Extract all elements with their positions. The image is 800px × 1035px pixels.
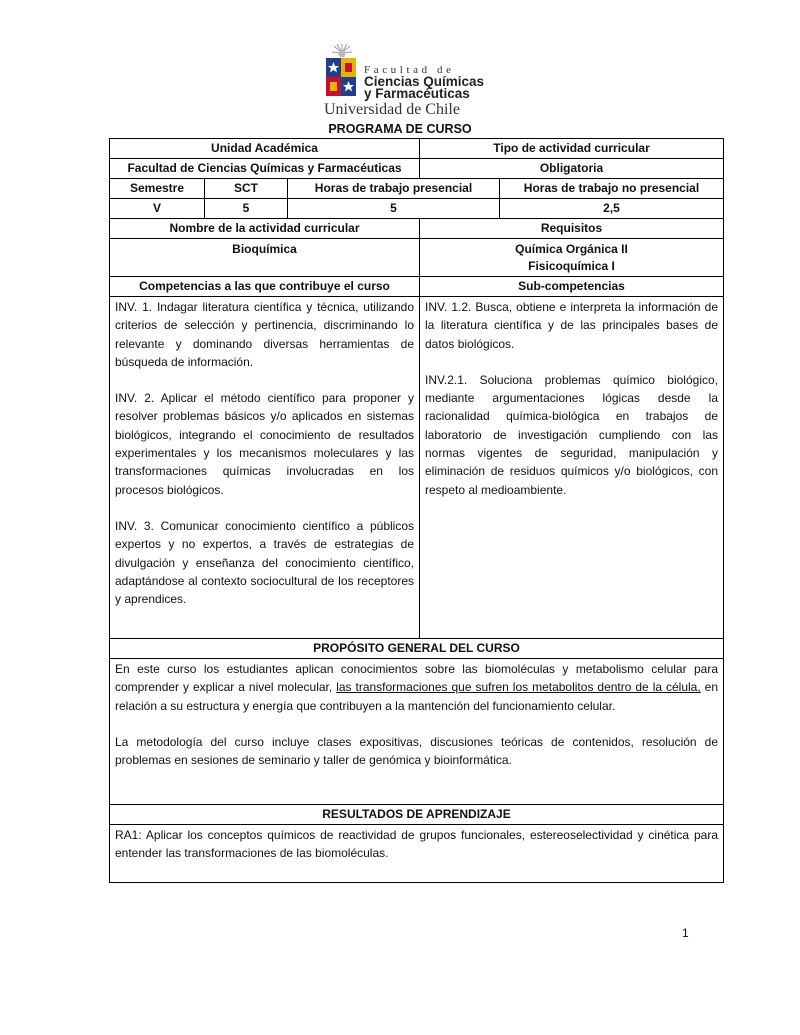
logo-line-ciencias: Ciencias Químicas (364, 74, 485, 89)
requisito-item: Fisicoquímica I (528, 259, 615, 273)
course-program-table (109, 138, 724, 883)
unidad-academica-header: Unidad Académica (110, 139, 420, 159)
proposito-paragraph-2: La metodología del curso incluye clases expositivas, discusiones teóricas de contenidos, resolución de problemas en sesiones de seminario y taller de genómica y bioinformática. (115, 734, 718, 768)
competencia-item: INV. 1. Indagar literatura científica y técnica, utilizando criterios de selección y pertinencia, discriminando lo relevante y dominando diversas herramientas de búsqueda de información. (115, 300, 414, 369)
semestre-value: V (110, 199, 205, 219)
nombre-actividad-value: Bioquímica (110, 239, 420, 277)
competencias-cell (110, 297, 420, 639)
university-shield-icon (326, 58, 356, 96)
logo-faculty-word: Facultad de (364, 64, 455, 76)
proposito-header: PROPÓSITO GENERAL DEL CURSO (110, 639, 724, 659)
resultados-header: RESULTADOS DE APRENDIZAJE (110, 805, 724, 825)
horas-no-presencial-header: Horas de trabajo no presencial (500, 179, 724, 199)
competencia-item: INV. 3. Comunicar conocimiento científico a públicos expertos y no expertos, a través de estrategias de divulgación y enseñanza del conocimiento científico, adaptándose al contexto sociocultural de los receptores y aprendices. (115, 518, 414, 607)
competencias-header: Competencias a las que contribuye el curso (110, 277, 420, 297)
ra1-cell: RA1: Aplicar los conceptos químicos de reactividad de grupos funcionales, estereoselectividad y cinética para entender las transformaciones de las biomoléculas. (110, 825, 724, 883)
proposito-paragraph-1: En este curso los estudiantes aplican conocimientos sobre las biomoléculas y metabolismo celular para comprender y explicar a nivel molecular, las transformaciones que sufren los metabolitos dentro de la célula, en relación a su estructura y energía que contribuyen a la mantención del funcionamiento celular. (115, 662, 718, 713)
sct-header: SCT (205, 179, 288, 199)
horas-no-presencial-value: 2,5 (500, 199, 724, 219)
tipo-actividad-value: Obligatoria (420, 159, 724, 179)
subcompetencias-cell (420, 297, 724, 639)
subcompetencias-header: Sub-competencias (420, 277, 724, 297)
competencia-item: INV. 2. Aplicar el método científico para proponer y resolver problemas básicos y/o aplicados en sistemas biológicos, integrando el conocimiento de resultados experimentales y los mecanismos moleculares y las transformaciones químicas involucradas en los procesos biológicos. (115, 391, 414, 497)
requisito-item: Química Orgánica II (515, 242, 628, 256)
page-title: PROGRAMA DE CURSO (328, 122, 472, 136)
horas-presencial-header: Horas de trabajo presencial (288, 179, 500, 199)
tipo-actividad-header: Tipo de actividad curricular (420, 139, 724, 159)
unidad-academica-value: Facultad de Ciencias Químicas y Farmacéuticas (110, 159, 420, 179)
logo-university-name: Universidad de Chile (324, 101, 460, 118)
semestre-header: Semestre (110, 179, 205, 199)
faculty-logo (322, 44, 485, 120)
page-number: 1 (682, 926, 689, 940)
requisitos-header: Requisitos (420, 219, 724, 239)
requisitos-value (420, 239, 724, 277)
logo-line-farmaceuticas: y Farmacéuticas (364, 86, 470, 101)
nombre-actividad-header: Nombre de la actividad curricular (110, 219, 420, 239)
horas-presencial-value: 5 (288, 199, 500, 219)
subcompetencia-item: INV. 1.2. Busca, obtiene e interpreta la información de la literatura científica y de las principales bases de datos biológicos. (425, 300, 718, 351)
proposito-underlined-text: las transformaciones que sufren los metabolitos dentro de la célula, (336, 680, 701, 695)
sct-value: 5 (205, 199, 288, 219)
subcompetencia-item: INV.2.1. Soluciona problemas químico biológico, mediante argumentaciones lógicas desde la racionalidad química-biológica en trabajos de laboratorio de investigación cumpliendo con las normas vigentes de seguridad, manipulación y eliminación de residuos químicos y/o biológicos, con respeto al medioambiente. (425, 372, 718, 497)
proposito-cell (110, 659, 724, 805)
